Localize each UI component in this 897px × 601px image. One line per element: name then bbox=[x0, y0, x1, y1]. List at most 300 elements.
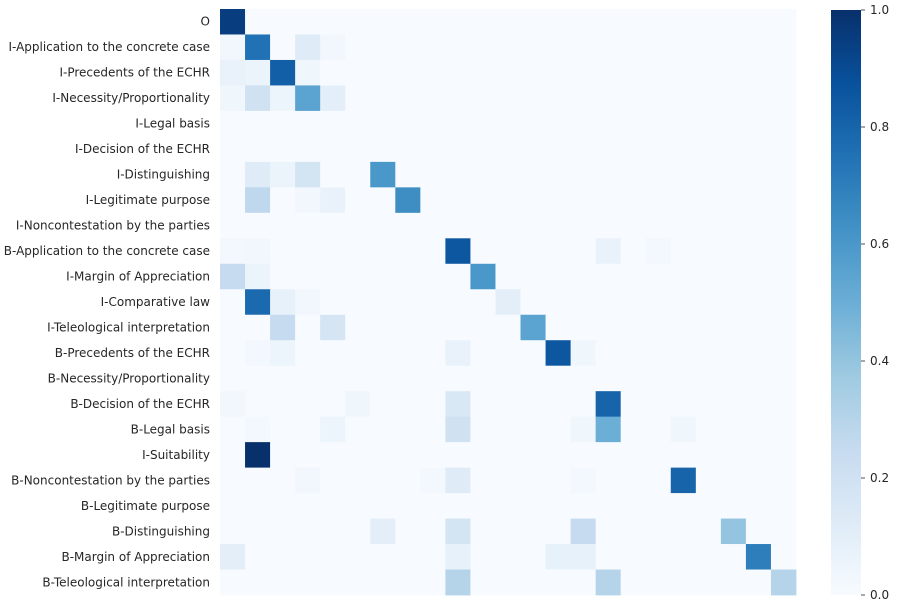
heatmap-cell bbox=[596, 289, 621, 315]
heatmap-cell bbox=[270, 493, 295, 519]
heatmap-cell bbox=[671, 289, 696, 315]
heatmap-cell bbox=[721, 519, 746, 545]
heatmap-cell bbox=[420, 187, 445, 213]
heatmap-cell bbox=[771, 187, 796, 213]
heatmap-cell bbox=[445, 111, 470, 137]
heatmap-cell bbox=[245, 85, 270, 111]
heatmap-cell bbox=[245, 264, 270, 290]
heatmap-cell bbox=[320, 34, 345, 60]
heatmap-cell bbox=[270, 519, 295, 545]
heatmap-cell bbox=[771, 289, 796, 315]
heatmap-cell bbox=[445, 417, 470, 443]
heatmap-cell bbox=[646, 493, 671, 519]
heatmap-cell bbox=[470, 187, 495, 213]
heatmap-cell bbox=[395, 340, 420, 366]
heatmap-cell bbox=[721, 315, 746, 341]
heatmap-cell bbox=[696, 366, 721, 392]
heatmap-cell bbox=[420, 366, 445, 392]
heatmap-cell bbox=[370, 366, 395, 392]
heatmap-cell bbox=[320, 315, 345, 341]
heatmap-cell bbox=[546, 213, 571, 239]
heatmap-cell bbox=[320, 519, 345, 545]
heatmap-cell bbox=[696, 468, 721, 494]
heatmap-cell bbox=[671, 340, 696, 366]
heatmap-cell bbox=[395, 315, 420, 341]
heatmap-cell bbox=[395, 391, 420, 417]
heatmap-cell bbox=[270, 289, 295, 315]
heatmap-cell bbox=[696, 264, 721, 290]
heatmap-cell bbox=[220, 366, 245, 392]
heatmap-cell bbox=[671, 187, 696, 213]
heatmap-cell bbox=[571, 213, 596, 239]
heatmap-cell bbox=[320, 264, 345, 290]
colorbar bbox=[831, 3, 889, 601]
heatmap-cell bbox=[270, 391, 295, 417]
heatmap-cell bbox=[445, 136, 470, 162]
heatmap-cell bbox=[445, 442, 470, 468]
heatmap-cell bbox=[521, 85, 546, 111]
heatmap-cell bbox=[345, 289, 370, 315]
heatmap-cell bbox=[671, 213, 696, 239]
row-labels bbox=[4, 15, 210, 590]
heatmap-cell bbox=[596, 213, 621, 239]
heatmap-cell bbox=[495, 289, 520, 315]
heatmap-cell bbox=[245, 289, 270, 315]
heatmap-cell bbox=[571, 289, 596, 315]
heatmap-cell bbox=[696, 34, 721, 60]
heatmap-cell bbox=[771, 34, 796, 60]
colorbar-tick-label: 0.8 bbox=[870, 120, 890, 134]
heatmap-cell bbox=[696, 162, 721, 188]
heatmap-cell bbox=[245, 519, 270, 545]
heatmap-cell bbox=[596, 493, 621, 519]
heatmap-cell bbox=[571, 9, 596, 35]
heatmap-cell bbox=[445, 519, 470, 545]
heatmap-cell bbox=[521, 289, 546, 315]
heatmap-cell bbox=[420, 60, 445, 86]
heatmap-cell bbox=[320, 493, 345, 519]
heatmap-cell bbox=[445, 213, 470, 239]
heatmap-cell bbox=[696, 238, 721, 264]
heatmap-cell bbox=[345, 519, 370, 545]
heatmap-cell bbox=[495, 391, 520, 417]
heatmap-cell bbox=[295, 366, 320, 392]
heatmap-cell bbox=[696, 340, 721, 366]
heatmap-cell bbox=[245, 391, 270, 417]
heatmap-cell bbox=[395, 111, 420, 137]
heatmap-cell bbox=[521, 264, 546, 290]
heatmap-cell bbox=[771, 570, 796, 596]
heatmap-cell bbox=[470, 544, 495, 570]
heatmap-cell bbox=[621, 417, 646, 443]
heatmap-cell bbox=[445, 493, 470, 519]
heatmap-cell bbox=[420, 85, 445, 111]
heatmap-cell bbox=[521, 238, 546, 264]
heatmap-cell bbox=[546, 519, 571, 545]
heatmap-cell bbox=[671, 391, 696, 417]
heatmap-cell bbox=[571, 264, 596, 290]
heatmap-cell bbox=[646, 289, 671, 315]
heatmap-cell bbox=[646, 315, 671, 341]
heatmap-cell bbox=[470, 136, 495, 162]
heatmap-cell bbox=[546, 417, 571, 443]
heatmap-cell bbox=[646, 570, 671, 596]
heatmap-cell bbox=[521, 111, 546, 137]
heatmap-cell bbox=[295, 162, 320, 188]
heatmap-cell bbox=[220, 136, 245, 162]
heatmap-cell bbox=[220, 544, 245, 570]
heatmap-cell bbox=[370, 289, 395, 315]
heatmap-cell bbox=[295, 493, 320, 519]
heatmap-cell bbox=[771, 111, 796, 137]
heatmap-cell bbox=[370, 34, 395, 60]
heatmap-cell bbox=[696, 544, 721, 570]
heatmap-cell bbox=[220, 519, 245, 545]
heatmap-cell bbox=[245, 493, 270, 519]
heatmap-cell bbox=[746, 213, 771, 239]
heatmap-cell bbox=[571, 85, 596, 111]
heatmap-cell bbox=[596, 34, 621, 60]
heatmap-cell bbox=[721, 9, 746, 35]
heatmap-cell bbox=[521, 442, 546, 468]
heatmap-cell bbox=[370, 340, 395, 366]
heatmap-cell bbox=[345, 238, 370, 264]
heatmap-cell bbox=[521, 493, 546, 519]
heatmap-cell bbox=[495, 187, 520, 213]
heatmap-cell bbox=[395, 136, 420, 162]
heatmap-cell bbox=[671, 315, 696, 341]
heatmap-cell bbox=[621, 315, 646, 341]
heatmap-cell bbox=[746, 340, 771, 366]
heatmap-cell bbox=[646, 9, 671, 35]
heatmap-cell bbox=[270, 315, 295, 341]
heatmap-cell bbox=[220, 391, 245, 417]
heatmap-cell bbox=[571, 417, 596, 443]
heatmap-cell bbox=[596, 111, 621, 137]
heatmap-cell bbox=[495, 544, 520, 570]
heatmap-cell bbox=[345, 60, 370, 86]
row-label: B-Teleological interpretation bbox=[42, 575, 210, 590]
heatmap-cell bbox=[470, 493, 495, 519]
row-label: I-Comparative law bbox=[100, 295, 210, 309]
heatmap-cell bbox=[420, 9, 445, 35]
heatmap-cell bbox=[420, 289, 445, 315]
row-label: I-Distinguishing bbox=[116, 167, 210, 182]
heatmap-cell bbox=[646, 162, 671, 188]
heatmap-cell bbox=[571, 366, 596, 392]
heatmap-cell bbox=[596, 187, 621, 213]
heatmap-cell bbox=[295, 9, 320, 35]
heatmap-cell bbox=[245, 340, 270, 366]
heatmap-cell bbox=[546, 544, 571, 570]
heatmap-cell bbox=[420, 315, 445, 341]
heatmap-cell bbox=[370, 60, 395, 86]
heatmap-cell bbox=[495, 136, 520, 162]
heatmap-cell bbox=[370, 570, 395, 596]
heatmap-cell bbox=[445, 340, 470, 366]
heatmap-cell bbox=[671, 136, 696, 162]
row-label: B-Decision of the ECHR bbox=[70, 396, 210, 411]
heatmap-cell bbox=[345, 213, 370, 239]
heatmap-cell bbox=[746, 442, 771, 468]
heatmap-cell bbox=[420, 468, 445, 494]
heatmap-cell bbox=[671, 85, 696, 111]
heatmap-cell bbox=[596, 85, 621, 111]
heatmap-cell bbox=[671, 238, 696, 264]
heatmap-cell bbox=[320, 417, 345, 443]
heatmap-cell bbox=[495, 162, 520, 188]
heatmap-cell bbox=[621, 340, 646, 366]
heatmap-cell bbox=[646, 85, 671, 111]
heatmap-cell bbox=[671, 9, 696, 35]
heatmap-cell bbox=[546, 391, 571, 417]
heatmap-cell bbox=[220, 34, 245, 60]
heatmap-cell bbox=[646, 442, 671, 468]
heatmap-cell bbox=[245, 136, 270, 162]
heatmap-cell bbox=[470, 570, 495, 596]
heatmap-cell bbox=[220, 111, 245, 137]
heatmap-cell bbox=[445, 264, 470, 290]
heatmap-cell bbox=[370, 136, 395, 162]
heatmap-cell bbox=[771, 340, 796, 366]
heatmap-cell bbox=[596, 136, 621, 162]
heatmap-cell bbox=[220, 162, 245, 188]
heatmap-cell bbox=[470, 9, 495, 35]
heatmap-cell bbox=[420, 493, 445, 519]
heatmap-cell bbox=[320, 213, 345, 239]
heatmap-cell bbox=[345, 570, 370, 596]
heatmap-cell bbox=[395, 468, 420, 494]
heatmap-cell bbox=[495, 34, 520, 60]
heatmap-cell bbox=[521, 136, 546, 162]
heatmap-cell bbox=[395, 238, 420, 264]
heatmap-cell bbox=[721, 264, 746, 290]
heatmap-cell bbox=[521, 162, 546, 188]
heatmap-cell bbox=[420, 519, 445, 545]
heatmap-cell bbox=[370, 544, 395, 570]
heatmap-cell bbox=[721, 289, 746, 315]
heatmap-cell bbox=[596, 315, 621, 341]
heatmap-cell bbox=[220, 570, 245, 596]
heatmap-cell bbox=[621, 85, 646, 111]
heatmap-cell bbox=[270, 468, 295, 494]
heatmap-cell bbox=[696, 187, 721, 213]
heatmap-cell bbox=[295, 315, 320, 341]
heatmap-cell bbox=[370, 468, 395, 494]
heatmap-cell bbox=[270, 340, 295, 366]
heatmap-cell bbox=[621, 136, 646, 162]
heatmap-cell bbox=[521, 391, 546, 417]
heatmap-cell bbox=[395, 493, 420, 519]
heatmap-cell bbox=[771, 366, 796, 392]
heatmap-cell bbox=[596, 340, 621, 366]
heatmap-cell bbox=[546, 289, 571, 315]
heatmap-cell bbox=[470, 417, 495, 443]
row-label: I-Noncontestation by the parties bbox=[15, 218, 210, 233]
heatmap-cell bbox=[395, 289, 420, 315]
heatmap-cell bbox=[671, 60, 696, 86]
heatmap-cell bbox=[470, 315, 495, 341]
heatmap-cell bbox=[671, 570, 696, 596]
heatmap-cell bbox=[621, 60, 646, 86]
heatmap-cell bbox=[220, 289, 245, 315]
heatmap-cell bbox=[521, 187, 546, 213]
heatmap-cell bbox=[395, 213, 420, 239]
heatmap-cell bbox=[470, 442, 495, 468]
heatmap-cell bbox=[521, 570, 546, 596]
heatmap-cell bbox=[546, 162, 571, 188]
heatmap-cell bbox=[495, 315, 520, 341]
heatmap-cell bbox=[320, 442, 345, 468]
heatmap-cell bbox=[671, 111, 696, 137]
heatmap-cell bbox=[596, 9, 621, 35]
heatmap-cell bbox=[771, 162, 796, 188]
heatmap-cell bbox=[571, 162, 596, 188]
heatmap-cell bbox=[395, 519, 420, 545]
heatmap-cell bbox=[771, 493, 796, 519]
heatmap-cell bbox=[671, 264, 696, 290]
heatmap-cell bbox=[721, 136, 746, 162]
heatmap-cell bbox=[621, 162, 646, 188]
row-label: B-Precedents of the ECHR bbox=[54, 345, 210, 360]
heatmap-cell bbox=[646, 519, 671, 545]
heatmap-cell bbox=[521, 213, 546, 239]
heatmap-cell bbox=[696, 9, 721, 35]
heatmap-cell bbox=[746, 315, 771, 341]
heatmap-cell bbox=[696, 136, 721, 162]
heatmap-cell bbox=[270, 85, 295, 111]
heatmap-cell bbox=[295, 340, 320, 366]
heatmap-cell bbox=[571, 34, 596, 60]
heatmap-cell bbox=[746, 468, 771, 494]
heatmap-cell bbox=[345, 34, 370, 60]
heatmap-cell bbox=[621, 264, 646, 290]
heatmap-cell bbox=[596, 468, 621, 494]
heatmap-cell bbox=[470, 111, 495, 137]
heatmap-cell bbox=[696, 213, 721, 239]
heatmap-cell bbox=[295, 213, 320, 239]
heatmap-cell bbox=[295, 570, 320, 596]
heatmap-cell bbox=[521, 315, 546, 341]
heatmap-cell bbox=[420, 544, 445, 570]
heatmap-cell bbox=[771, 9, 796, 35]
heatmap-cell bbox=[270, 417, 295, 443]
heatmap-cell bbox=[345, 136, 370, 162]
heatmap-cell bbox=[370, 519, 395, 545]
heatmap-cell bbox=[671, 162, 696, 188]
row-label: I-Legitimate purpose bbox=[85, 193, 210, 208]
heatmap-cell bbox=[746, 238, 771, 264]
heatmap-cell bbox=[320, 544, 345, 570]
heatmap-cell bbox=[571, 468, 596, 494]
heatmap-cell bbox=[646, 366, 671, 392]
heatmap-cell bbox=[646, 468, 671, 494]
heatmap-cell bbox=[546, 468, 571, 494]
row-label: I-Margin of Appreciation bbox=[66, 269, 210, 284]
heatmap-cell bbox=[546, 315, 571, 341]
heatmap-cell bbox=[245, 417, 270, 443]
heatmap-cell bbox=[345, 417, 370, 443]
heatmap-cell bbox=[571, 111, 596, 137]
heatmap-cell bbox=[646, 238, 671, 264]
heatmap-cell bbox=[470, 340, 495, 366]
heatmap-cell bbox=[470, 366, 495, 392]
heatmap-cell bbox=[721, 187, 746, 213]
heatmap-cell bbox=[646, 187, 671, 213]
heatmap-cell bbox=[245, 60, 270, 86]
heatmap-cell bbox=[420, 162, 445, 188]
row-label: B-Legitimate purpose bbox=[80, 498, 210, 513]
heatmap-cell bbox=[521, 340, 546, 366]
heatmap-cell bbox=[696, 85, 721, 111]
heatmap-cell bbox=[270, 162, 295, 188]
heatmap-cell bbox=[671, 544, 696, 570]
heatmap-cell bbox=[245, 366, 270, 392]
heatmap-cell bbox=[370, 493, 395, 519]
heatmap-cell bbox=[746, 9, 771, 35]
heatmap-cell bbox=[646, 417, 671, 443]
heatmap-cell bbox=[445, 468, 470, 494]
heatmap-cell bbox=[370, 442, 395, 468]
heatmap-cell bbox=[646, 136, 671, 162]
heatmap-cell bbox=[646, 264, 671, 290]
heatmap-cell bbox=[571, 442, 596, 468]
heatmap-cell bbox=[495, 60, 520, 86]
heatmap-cell bbox=[621, 187, 646, 213]
heatmap-cell bbox=[245, 111, 270, 137]
heatmap-cell bbox=[746, 85, 771, 111]
heatmap-cell bbox=[245, 315, 270, 341]
heatmap-cell bbox=[270, 111, 295, 137]
heatmap-cell bbox=[345, 162, 370, 188]
heatmap-cell bbox=[746, 264, 771, 290]
heatmap-cell bbox=[220, 85, 245, 111]
heatmap-cell bbox=[470, 238, 495, 264]
heatmap-cell bbox=[596, 570, 621, 596]
heatmap-cell bbox=[495, 238, 520, 264]
heatmap-cell bbox=[420, 264, 445, 290]
heatmap-cell bbox=[320, 60, 345, 86]
heatmap-cell bbox=[370, 111, 395, 137]
heatmap-cell bbox=[320, 9, 345, 35]
heatmap-cell bbox=[495, 493, 520, 519]
heatmap-cell bbox=[571, 238, 596, 264]
heatmap-cell bbox=[746, 187, 771, 213]
heatmap-cell bbox=[345, 315, 370, 341]
heatmap-cell bbox=[546, 9, 571, 35]
heatmap-cell bbox=[320, 570, 345, 596]
heatmap-cell bbox=[470, 289, 495, 315]
heatmap-cell bbox=[621, 468, 646, 494]
heatmap-cell bbox=[220, 340, 245, 366]
heatmap-cell bbox=[571, 493, 596, 519]
heatmap-cell bbox=[546, 340, 571, 366]
heatmap-cell bbox=[420, 442, 445, 468]
row-label: O bbox=[200, 14, 210, 29]
heatmap-cell bbox=[345, 366, 370, 392]
heatmap-cell bbox=[646, 34, 671, 60]
heatmap-cell bbox=[245, 570, 270, 596]
heatmap-cell bbox=[546, 111, 571, 137]
heatmap-cell bbox=[696, 315, 721, 341]
heatmap-cell bbox=[621, 9, 646, 35]
heatmap-cell bbox=[621, 570, 646, 596]
heatmap-cell bbox=[596, 366, 621, 392]
heatmap-cell bbox=[470, 85, 495, 111]
heatmap-cell bbox=[546, 570, 571, 596]
heatmap-cell bbox=[345, 85, 370, 111]
heatmap-cell bbox=[596, 391, 621, 417]
